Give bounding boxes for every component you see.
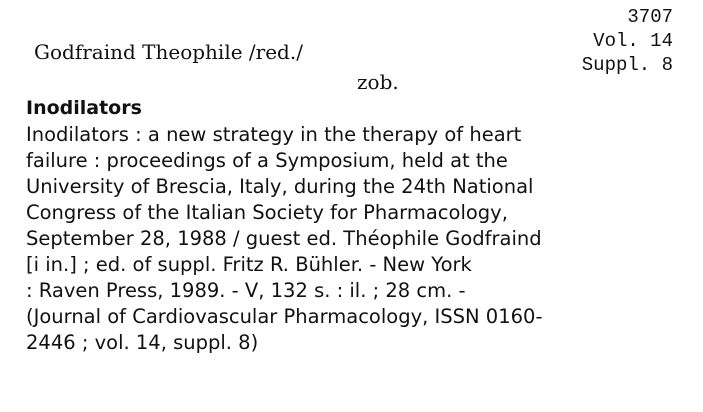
author-note: zob. <box>357 70 399 94</box>
call-number <box>582 5 673 77</box>
volume-label: Vol. 14 <box>593 30 673 52</box>
description-line: (Journal of Cardiovascular Pharmacology, ISSN 0160- <box>26 305 543 328</box>
description-line: : Raven Press, 1989. - V, 132 s. : il. ; 28 cm. - <box>26 279 466 302</box>
bibliographic-description <box>26 122 542 356</box>
description-line: Congress of the Italian Society for Pharmacology, <box>26 201 508 224</box>
author-name: Godfraind Theophile /red./ <box>34 40 303 64</box>
supplement-label: Suppl. 8 <box>581 54 673 76</box>
description-line: [i in.] ; ed. of suppl. Fritz R. Bühler. - New York <box>26 253 472 276</box>
description-line: September 28, 1988 / guest ed. Théophile Godfraind <box>26 227 542 250</box>
description-line: failure : proceedings of a Symposium, held at the <box>26 149 508 172</box>
description-line: Inodilators : a new strategy in the therapy of heart <box>26 123 522 146</box>
description-line: 2446 ; vol. 14, suppl. 8) <box>26 331 259 354</box>
description-line: University of Brescia, Italy, during the 24th National <box>26 175 534 198</box>
title-heading: Inodilators <box>26 97 142 119</box>
call-number-value: 3707 <box>627 6 673 28</box>
